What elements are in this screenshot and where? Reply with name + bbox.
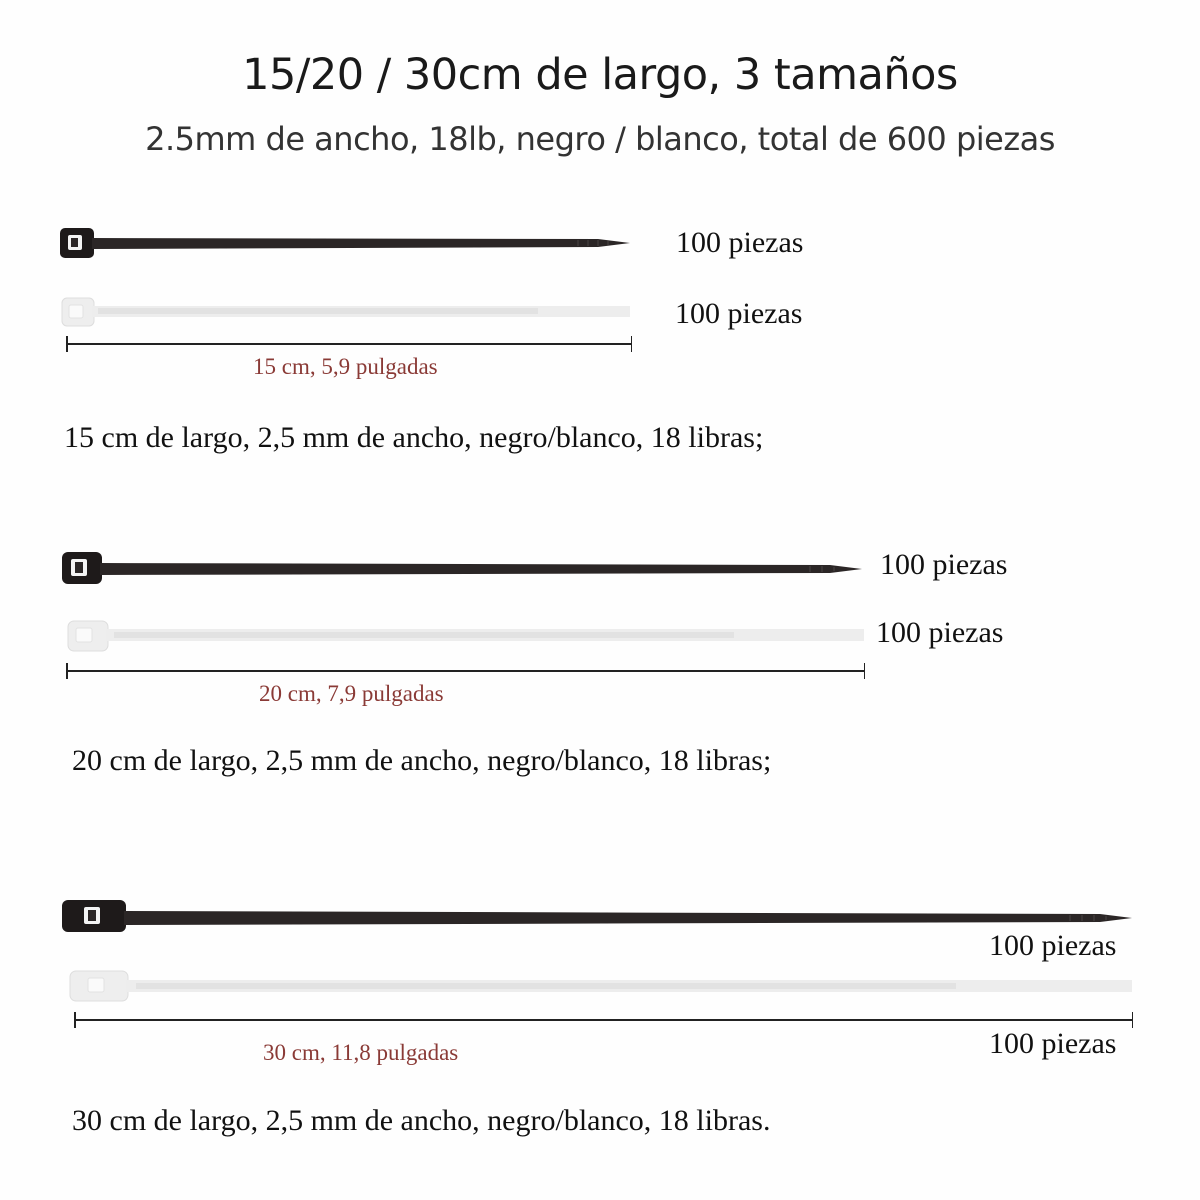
length-ruler-20cm — [66, 663, 865, 679]
length-ruler-15cm — [66, 336, 632, 352]
black-quantity-20cm: 100 piezas — [880, 548, 1008, 581]
length-label-30cm: 30 cm, 11,8 pulgadas — [263, 1040, 459, 1065]
black-quantity-30cm: 100 piezas — [989, 929, 1117, 962]
black-cable-tie-20cm — [60, 548, 865, 590]
length-label-20cm: 20 cm, 7,9 pulgadas — [259, 681, 444, 706]
description-15cm: 15 cm de largo, 2,5 mm de ancho, negro/blanco, 18 libras; — [64, 421, 764, 454]
white-quantity-15cm: 100 piezas — [675, 297, 803, 330]
white-quantity-30cm: 100 piezas — [989, 1027, 1117, 1060]
white-cable-tie-20cm — [64, 618, 866, 654]
page-title: 15/20 / 30cm de largo, 3 tamaños — [242, 50, 958, 100]
description-30cm: 30 cm de largo, 2,5 mm de ancho, negro/blanco, 18 libras. — [72, 1104, 771, 1137]
black-cable-tie-30cm — [60, 896, 1134, 938]
white-cable-tie-15cm — [58, 296, 633, 330]
page-subtitle: 2.5mm de ancho, 18lb, negro / blanco, total de 600 piezas — [145, 120, 1055, 158]
white-cable-tie-30cm — [66, 968, 1134, 1004]
black-cable-tie-15cm — [58, 224, 633, 264]
description-20cm: 20 cm de largo, 2,5 mm de ancho, negro/blanco, 18 libras; — [72, 744, 772, 777]
length-ruler-30cm — [74, 1012, 1133, 1028]
black-quantity-15cm: 100 piezas — [676, 226, 804, 259]
white-quantity-20cm: 100 piezas — [876, 616, 1004, 649]
length-label-15cm: 15 cm, 5,9 pulgadas — [253, 354, 438, 379]
